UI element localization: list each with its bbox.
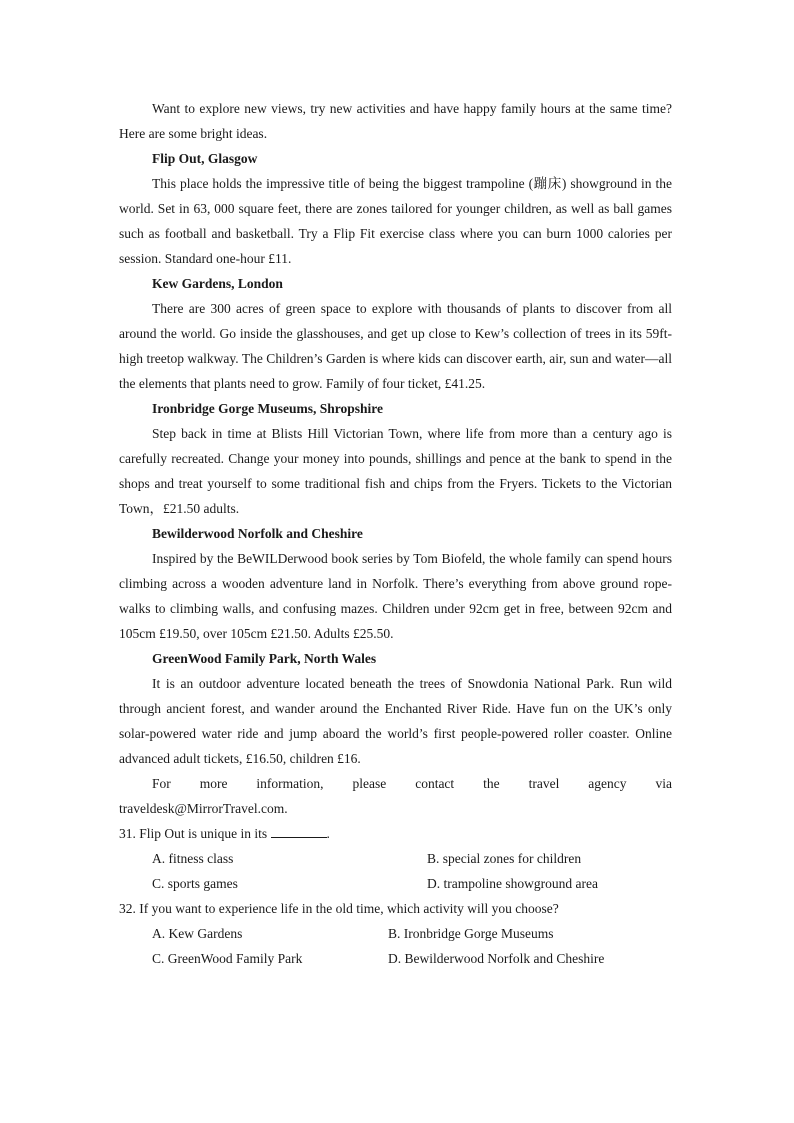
question-31-options	[119, 846, 672, 896]
option-b: B. Ironbridge Gorge Museums	[388, 926, 554, 941]
question-31-stem	[119, 821, 672, 846]
question-32-stem: 32. If you want to experience life in the old time, which activity will you choose?	[119, 901, 559, 916]
contact-line: For more information, please contact the travel agency via	[152, 776, 672, 791]
section-heading: Kew Gardens, London	[152, 276, 283, 291]
intro-paragraph: Want to explore new views, try new activities and have happy family hours at the same time? Here are some bright ideas.	[119, 101, 672, 141]
section-heading: Bewilderwood Norfolk and Cheshire	[152, 526, 363, 541]
section-text: Step back in time at Blists Hill Victorian Town, where life from more than a century ago is carefully recreated. Change your money into pounds, shillings and pence at the bank to spend in the shops and treat yourself to some traditional fish and chips from the Fryers. Tickets to the Victorian Town，£21.50 adults.	[119, 426, 672, 516]
option-d: D. Bewilderwood Norfolk and Cheshire	[388, 951, 605, 966]
section-text: There are 300 acres of green space to explore with thousands of plants to discover from all around the world. Go inside the glasshouses, and get up close to Kew’s collection of trees in its 59ft-high treetop walkway. The Children’s Garden is where kids can discover earth, air, sun and water—all the elements that plants need to grow. Family of four ticket, £41.25.	[119, 301, 672, 391]
option-b: B. special zones for children	[427, 851, 582, 866]
document-page	[119, 96, 672, 971]
question-31-stem-text: 31. Flip Out is unique in its	[119, 826, 268, 841]
option-c: C. sports games	[152, 876, 238, 891]
option-a: A. Kew Gardens	[152, 926, 243, 941]
option-d: D. trampoline showground area	[427, 876, 598, 891]
section-heading: Flip Out, Glasgow	[152, 151, 258, 166]
option-a: A. fitness class	[152, 851, 234, 866]
contact-email: traveldesk@MirrorTravel.com.	[119, 801, 288, 816]
section-text: This place holds the impressive title of being the biggest trampoline (蹦床) showground in the world. Set in 63, 000 square feet, there are zones tailored for younger children, as well as ball games such as football and basketball. Try a Flip Fit exercise class where you can burn 1000 calories per session. Standard one-hour £11.	[119, 176, 672, 266]
answer-blank	[271, 823, 327, 838]
section-text: It is an outdoor adventure located beneath the trees of Snowdonia National Park. Run wild through ancient forest, and wander around the Enchanted River Ride. Have fun on the UK’s only solar-powered water ride and jump aboard the world’s first people-powered roller coaster. Online advanced adult tickets, £16.50, children £16.	[119, 676, 672, 766]
section-heading: Ironbridge Gorge Museums, Shropshire	[152, 401, 384, 416]
section-text: Inspired by the BeWILDerwood book series by Tom Biofeld, the whole family can spend hours climbing across a wooden adventure land in Norfolk. There’s everything from above ground rope-walks to climbing walls, and confusing mazes. Children under 92cm get in free, between 92cm and 105cm £19.50, over 105cm £21.50. Adults £25.50.	[119, 551, 672, 641]
section-heading: GreenWood Family Park, North Wales	[152, 651, 377, 666]
question-31-stem-end: .	[326, 826, 330, 841]
question-32-options	[119, 921, 672, 971]
option-c: C. GreenWood Family Park	[152, 951, 303, 966]
